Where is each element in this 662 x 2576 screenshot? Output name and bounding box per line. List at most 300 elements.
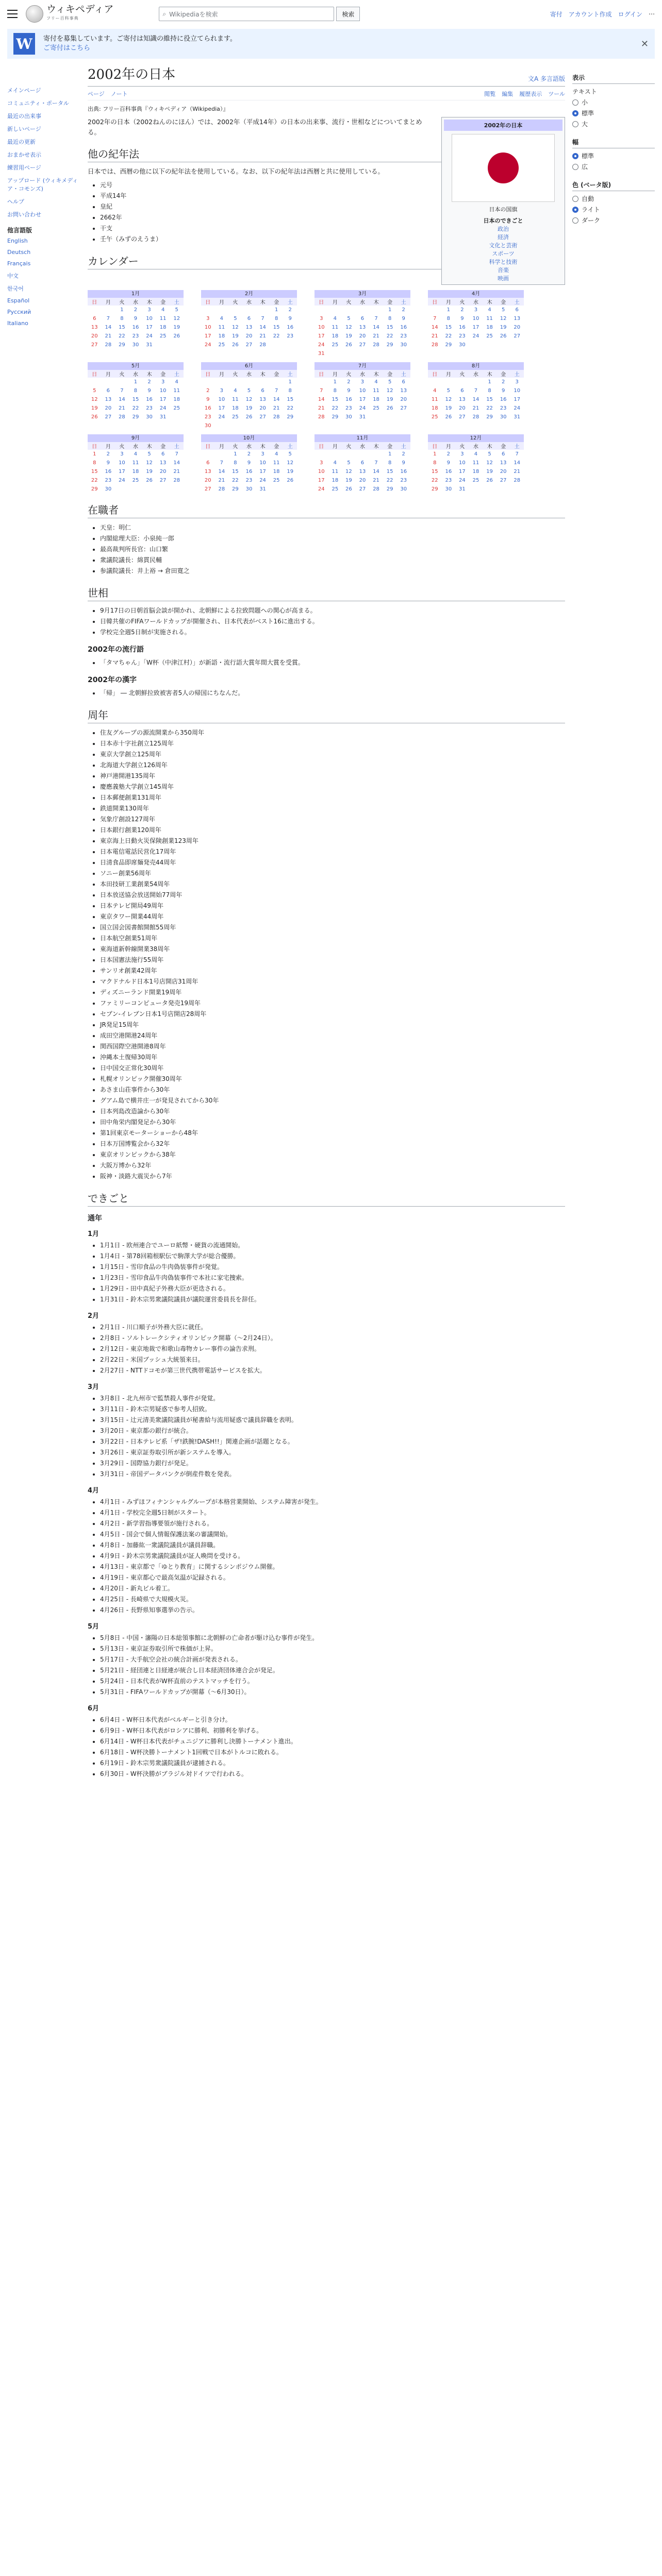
- calendar-day[interactable]: 11: [218, 325, 225, 330]
- calendar-day[interactable]: 24: [119, 478, 125, 483]
- calendar-day[interactable]: 28: [119, 414, 125, 420]
- calendar-day[interactable]: 26: [345, 486, 352, 492]
- calendar-day[interactable]: 10: [472, 316, 479, 321]
- calendar-day[interactable]: 14: [218, 469, 225, 474]
- calendar-day[interactable]: 7: [374, 460, 378, 466]
- calendar-day[interactable]: 9: [402, 460, 405, 466]
- calendar-day[interactable]: 13: [245, 325, 253, 330]
- calendar-day[interactable]: 28: [431, 342, 438, 348]
- calendar-day[interactable]: 15: [119, 325, 125, 330]
- calendar-day[interactable]: 29: [431, 486, 438, 492]
- sidebar-lang[interactable]: English: [7, 238, 28, 244]
- calendar-day[interactable]: 11: [132, 460, 139, 466]
- calendar-day[interactable]: 21: [514, 469, 521, 474]
- calendar-day[interactable]: 2: [347, 379, 351, 385]
- calendar-day[interactable]: 2: [402, 451, 405, 457]
- calendar-day[interactable]: 4: [161, 307, 165, 313]
- calendar-day[interactable]: 26: [287, 478, 294, 483]
- calendar-day[interactable]: 27: [459, 414, 466, 420]
- sidebar-item[interactable]: コミュニティ・ポータル: [7, 100, 69, 107]
- calendar-day[interactable]: 19: [245, 405, 253, 411]
- calendar-day[interactable]: 6: [93, 316, 96, 321]
- calendar-day[interactable]: 6: [261, 388, 264, 394]
- calendar-day[interactable]: 20: [359, 478, 366, 483]
- calendar-day[interactable]: 25: [159, 333, 167, 339]
- sidebar-item[interactable]: 最近の更新: [7, 139, 36, 145]
- calendar-day[interactable]: 13: [91, 325, 98, 330]
- calendar-day[interactable]: 29: [386, 486, 393, 492]
- calendar-day[interactable]: 9: [288, 316, 292, 321]
- calendar-day[interactable]: 1: [93, 451, 96, 457]
- calendar-day[interactable]: 16: [146, 397, 153, 402]
- tab-article[interactable]: ページ: [88, 91, 105, 97]
- calendar-day[interactable]: 8: [120, 316, 124, 321]
- calendar-day[interactable]: 18: [373, 397, 379, 402]
- calendar-day[interactable]: 3: [320, 316, 323, 321]
- infobox-link[interactable]: 科学と技術: [489, 259, 518, 265]
- month-title[interactable]: 9月: [88, 434, 184, 442]
- calendar-day[interactable]: 17: [318, 478, 325, 483]
- calendar-day[interactable]: 29: [232, 486, 239, 492]
- calendar-day[interactable]: 15: [386, 469, 393, 474]
- calendar-day[interactable]: 7: [474, 388, 478, 394]
- calendar-day[interactable]: 30: [132, 342, 139, 348]
- calendar-day[interactable]: 1: [433, 451, 437, 457]
- calendar-day[interactable]: 23: [105, 478, 112, 483]
- calendar-day[interactable]: 30: [204, 423, 211, 429]
- radio-text-large[interactable]: 大: [572, 120, 655, 128]
- calendar-day[interactable]: 14: [273, 397, 280, 402]
- calendar-day[interactable]: 9: [247, 460, 251, 466]
- calendar-day[interactable]: 12: [386, 388, 393, 394]
- calendar-day[interactable]: 19: [486, 469, 493, 474]
- close-icon[interactable]: ✕: [640, 38, 649, 49]
- calendar-day[interactable]: 11: [332, 325, 339, 330]
- calendar-day[interactable]: 8: [388, 316, 392, 321]
- calendar-day[interactable]: 24: [159, 405, 167, 411]
- calendar-day[interactable]: 2: [460, 307, 464, 313]
- calendar-day[interactable]: 27: [259, 414, 266, 420]
- calendar-day[interactable]: 26: [245, 414, 253, 420]
- calendar-day[interactable]: 19: [146, 469, 153, 474]
- calendar-day[interactable]: 27: [159, 478, 167, 483]
- calendar-day[interactable]: 20: [400, 397, 407, 402]
- calendar-day[interactable]: 6: [247, 316, 251, 321]
- month-title[interactable]: 4月: [428, 290, 524, 298]
- calendar-day[interactable]: 8: [333, 388, 337, 394]
- calendar-day[interactable]: 14: [373, 325, 379, 330]
- calendar-day[interactable]: 23: [500, 405, 507, 411]
- calendar-day[interactable]: 25: [332, 486, 339, 492]
- calendar-day[interactable]: 17: [318, 333, 325, 339]
- calendar-day[interactable]: 15: [332, 397, 339, 402]
- calendar-day[interactable]: 23: [287, 333, 294, 339]
- sidebar-item[interactable]: 新しいページ: [7, 126, 41, 132]
- calendar-day[interactable]: 10: [514, 388, 521, 394]
- calendar-day[interactable]: 19: [287, 469, 294, 474]
- calendar-day[interactable]: 3: [460, 451, 464, 457]
- calendar-day[interactable]: 14: [259, 325, 266, 330]
- month-title[interactable]: 8月: [428, 362, 524, 370]
- calendar-day[interactable]: 1: [388, 451, 392, 457]
- calendar-day[interactable]: 16: [345, 397, 352, 402]
- calendar-day[interactable]: 11: [373, 388, 379, 394]
- calendar-day[interactable]: 25: [218, 342, 225, 348]
- calendar-day[interactable]: 13: [500, 460, 507, 466]
- calendar-day[interactable]: 4: [274, 451, 278, 457]
- calendar-day[interactable]: 13: [359, 325, 366, 330]
- calendar-day[interactable]: 21: [218, 478, 225, 483]
- more-icon[interactable]: ⋯: [649, 10, 655, 18]
- calendar-day[interactable]: 18: [273, 469, 280, 474]
- calendar-day[interactable]: 12: [91, 397, 98, 402]
- calendar-day[interactable]: 24: [318, 342, 325, 348]
- calendar-day[interactable]: 29: [445, 342, 452, 348]
- calendar-day[interactable]: 20: [159, 469, 167, 474]
- calendar-day[interactable]: 24: [472, 333, 479, 339]
- calendar-day[interactable]: 21: [472, 405, 479, 411]
- calendar-day[interactable]: 14: [514, 460, 521, 466]
- calendar-day[interactable]: 15: [386, 325, 393, 330]
- calendar-day[interactable]: 12: [345, 325, 352, 330]
- calendar-day[interactable]: 3: [147, 307, 151, 313]
- calendar-day[interactable]: 24: [204, 342, 211, 348]
- calendar-day[interactable]: 25: [486, 333, 493, 339]
- create-account-link[interactable]: アカウント作成: [568, 10, 612, 18]
- calendar-day[interactable]: 24: [218, 414, 225, 420]
- calendar-day[interactable]: 31: [514, 414, 521, 420]
- calendar-day[interactable]: 3: [320, 460, 323, 466]
- calendar-day[interactable]: 16: [132, 325, 139, 330]
- infobox-link[interactable]: 経済: [498, 234, 509, 241]
- calendar-day[interactable]: 10: [459, 460, 466, 466]
- calendar-day[interactable]: 3: [206, 316, 210, 321]
- calendar-day[interactable]: 7: [261, 316, 264, 321]
- calendar-day[interactable]: 29: [386, 342, 393, 348]
- calendar-day[interactable]: 5: [234, 316, 237, 321]
- search-input[interactable]: ⌕ Wikipediaを検索: [159, 7, 334, 21]
- calendar-day[interactable]: 22: [232, 478, 239, 483]
- calendar-day[interactable]: 1: [234, 451, 237, 457]
- calendar-day[interactable]: 13: [204, 469, 211, 474]
- calendar-day[interactable]: 29: [119, 342, 125, 348]
- menu-icon[interactable]: [7, 10, 18, 18]
- calendar-day[interactable]: 30: [105, 486, 112, 492]
- calendar-day[interactable]: 17: [259, 469, 266, 474]
- calendar-day[interactable]: 6: [460, 388, 464, 394]
- calendar-day[interactable]: 31: [159, 414, 167, 420]
- calendar-day[interactable]: 16: [459, 325, 466, 330]
- calendar-day[interactable]: 23: [345, 405, 352, 411]
- calendar-day[interactable]: 21: [373, 478, 379, 483]
- calendar-day[interactable]: 13: [105, 397, 112, 402]
- calendar-day[interactable]: 7: [220, 460, 224, 466]
- calendar-day[interactable]: 27: [359, 486, 366, 492]
- calendar-day[interactable]: 11: [431, 397, 438, 402]
- calendar-day[interactable]: 31: [318, 351, 325, 357]
- sidebar-item[interactable]: 練習用ページ: [7, 164, 41, 171]
- calendar-day[interactable]: 26: [173, 333, 180, 339]
- calendar-day[interactable]: 19: [173, 325, 180, 330]
- calendar-day[interactable]: 15: [431, 469, 438, 474]
- sidebar-item[interactable]: おまかせ表示: [7, 151, 41, 158]
- month-title[interactable]: 2月: [201, 290, 297, 298]
- radio-color-dark[interactable]: ダーク: [572, 216, 655, 225]
- calendar-day[interactable]: 29: [132, 414, 139, 420]
- calendar-day[interactable]: 23: [459, 333, 466, 339]
- calendar-day[interactable]: 26: [146, 478, 153, 483]
- calendar-day[interactable]: 17: [146, 325, 153, 330]
- calendar-day[interactable]: 15: [232, 469, 239, 474]
- calendar-day[interactable]: 3: [261, 451, 264, 457]
- calendar-day[interactable]: 23: [132, 333, 139, 339]
- calendar-day[interactable]: 31: [259, 486, 266, 492]
- calendar-day[interactable]: 6: [106, 388, 110, 394]
- calendar-day[interactable]: 6: [402, 379, 405, 385]
- calendar-day[interactable]: 6: [515, 307, 519, 313]
- calendar-day[interactable]: 3: [161, 379, 165, 385]
- calendar-day[interactable]: 5: [501, 307, 505, 313]
- calendar-day[interactable]: 20: [245, 333, 253, 339]
- calendar-day[interactable]: 1: [446, 307, 451, 313]
- calendar-day[interactable]: 17: [159, 397, 167, 402]
- calendar-day[interactable]: 10: [318, 325, 325, 330]
- sidebar-item[interactable]: お問い合わせ: [7, 211, 41, 218]
- sidebar-lang[interactable]: Français: [7, 260, 31, 267]
- calendar-day[interactable]: 6: [161, 451, 165, 457]
- radio-text-small[interactable]: 小: [572, 98, 655, 107]
- calendar-day[interactable]: 18: [232, 405, 239, 411]
- calendar-day[interactable]: 12: [245, 397, 253, 402]
- calendar-day[interactable]: 15: [91, 469, 98, 474]
- calendar-day[interactable]: 5: [446, 388, 451, 394]
- calendar-day[interactable]: 10: [119, 460, 125, 466]
- calendar-day[interactable]: 5: [347, 460, 351, 466]
- calendar-day[interactable]: 29: [486, 414, 493, 420]
- calendar-day[interactable]: 27: [359, 342, 366, 348]
- calendar-day[interactable]: 31: [359, 414, 366, 420]
- calendar-day[interactable]: 19: [345, 333, 352, 339]
- radio-width-standard[interactable]: 標準: [572, 151, 655, 160]
- calendar-day[interactable]: 1: [120, 307, 124, 313]
- calendar-day[interactable]: 21: [318, 405, 325, 411]
- calendar-day[interactable]: 24: [259, 478, 266, 483]
- calendar-day[interactable]: 16: [445, 469, 452, 474]
- tab-read[interactable]: 閲覧: [484, 91, 496, 97]
- calendar-day[interactable]: 6: [360, 316, 365, 321]
- calendar-day[interactable]: 26: [486, 478, 493, 483]
- calendar-day[interactable]: 4: [333, 316, 337, 321]
- calendar-day[interactable]: 22: [273, 333, 280, 339]
- calendar-day[interactable]: 16: [287, 325, 294, 330]
- calendar-day[interactable]: 17: [218, 405, 225, 411]
- calendar-day[interactable]: 14: [119, 397, 125, 402]
- calendar-day[interactable]: 25: [232, 414, 239, 420]
- sidebar-item[interactable]: メインページ: [7, 87, 41, 94]
- radio-color-auto[interactable]: 自動: [572, 194, 655, 203]
- calendar-day[interactable]: 30: [146, 414, 153, 420]
- month-title[interactable]: 1月: [88, 290, 184, 298]
- calendar-day[interactable]: 4: [433, 388, 437, 394]
- calendar-day[interactable]: 15: [132, 397, 139, 402]
- calendar-day[interactable]: 18: [332, 333, 339, 339]
- calendar-day[interactable]: 24: [514, 405, 521, 411]
- calendar-day[interactable]: 2: [106, 451, 110, 457]
- calendar-day[interactable]: 8: [93, 460, 96, 466]
- month-title[interactable]: 5月: [88, 362, 184, 370]
- calendar-day[interactable]: 8: [274, 316, 278, 321]
- infobox-link[interactable]: 音楽: [498, 267, 509, 274]
- calendar-day[interactable]: 11: [232, 397, 239, 402]
- month-title[interactable]: 6月: [201, 362, 297, 370]
- calendar-day[interactable]: 22: [91, 478, 98, 483]
- calendar-day[interactable]: 1: [134, 379, 138, 385]
- calendar-day[interactable]: 29: [91, 486, 98, 492]
- calendar-day[interactable]: 3: [120, 451, 124, 457]
- calendar-day[interactable]: 22: [386, 478, 393, 483]
- calendar-day[interactable]: 21: [119, 405, 125, 411]
- calendar-day[interactable]: 9: [446, 460, 451, 466]
- calendar-day[interactable]: 29: [287, 414, 294, 420]
- calendar-day[interactable]: 22: [486, 405, 493, 411]
- calendar-day[interactable]: 22: [431, 478, 438, 483]
- calendar-day[interactable]: 23: [204, 414, 211, 420]
- calendar-day[interactable]: 19: [345, 478, 352, 483]
- infobox-link[interactable]: 文化と芸術: [489, 242, 518, 249]
- calendar-day[interactable]: 21: [173, 469, 180, 474]
- calendar-day[interactable]: 30: [400, 342, 407, 348]
- calendar-day[interactable]: 5: [247, 388, 251, 394]
- calendar-day[interactable]: 17: [359, 397, 366, 402]
- month-title[interactable]: 7月: [315, 362, 410, 370]
- calendar-day[interactable]: 17: [514, 397, 521, 402]
- sidebar-item[interactable]: ヘルプ: [7, 198, 24, 205]
- calendar-day[interactable]: 14: [373, 469, 379, 474]
- calendar-day[interactable]: 9: [402, 316, 405, 321]
- calendar-day[interactable]: 27: [245, 342, 253, 348]
- calendar-day[interactable]: 9: [147, 388, 151, 394]
- calendar-day[interactable]: 28: [105, 342, 112, 348]
- calendar-day[interactable]: 8: [134, 388, 138, 394]
- calendar-day[interactable]: 27: [204, 486, 211, 492]
- calendar-day[interactable]: 28: [273, 414, 280, 420]
- calendar-day[interactable]: 2: [501, 379, 505, 385]
- calendar-day[interactable]: 12: [445, 397, 452, 402]
- calendar-day[interactable]: 30: [345, 414, 352, 420]
- calendar-day[interactable]: 23: [146, 405, 153, 411]
- calendar-day[interactable]: 11: [159, 316, 167, 321]
- calendar-day[interactable]: 23: [400, 478, 407, 483]
- calendar-day[interactable]: 5: [388, 379, 392, 385]
- calendar-day[interactable]: 26: [445, 414, 452, 420]
- calendar-day[interactable]: 16: [105, 469, 112, 474]
- calendar-day[interactable]: 1: [333, 379, 337, 385]
- calendar-day[interactable]: 4: [333, 460, 337, 466]
- calendar-day[interactable]: 19: [500, 325, 507, 330]
- calendar-day[interactable]: 1: [488, 379, 491, 385]
- calendar-day[interactable]: 3: [474, 307, 478, 313]
- calendar-day[interactable]: 7: [515, 451, 519, 457]
- calendar-day[interactable]: 28: [218, 486, 225, 492]
- calendar-day[interactable]: 2: [247, 451, 251, 457]
- calendar-day[interactable]: 8: [446, 316, 451, 321]
- calendar-day[interactable]: 23: [445, 478, 452, 483]
- calendar-day[interactable]: 1: [274, 307, 278, 313]
- banner-link[interactable]: ご寄付はこちら: [43, 44, 91, 52]
- calendar-day[interactable]: 4: [175, 379, 178, 385]
- calendar-day[interactable]: 20: [514, 325, 521, 330]
- calendar-day[interactable]: 18: [132, 469, 139, 474]
- calendar-day[interactable]: 12: [500, 316, 507, 321]
- calendar-day[interactable]: 30: [459, 342, 466, 348]
- calendar-day[interactable]: 23: [400, 333, 407, 339]
- calendar-day[interactable]: 16: [204, 405, 211, 411]
- calendar-day[interactable]: 18: [173, 397, 180, 402]
- calendar-day[interactable]: 25: [472, 478, 479, 483]
- calendar-day[interactable]: 8: [488, 388, 491, 394]
- calendar-day[interactable]: 11: [173, 388, 180, 394]
- calendar-day[interactable]: 19: [386, 397, 393, 402]
- calendar-day[interactable]: 11: [486, 316, 493, 321]
- calendar-day[interactable]: 7: [120, 388, 124, 394]
- calendar-day[interactable]: 5: [93, 388, 96, 394]
- calendar-day[interactable]: 15: [486, 397, 493, 402]
- calendar-day[interactable]: 12: [345, 469, 352, 474]
- calendar-day[interactable]: 11: [472, 460, 479, 466]
- calendar-day[interactable]: 28: [318, 414, 325, 420]
- calendar-day[interactable]: 29: [332, 414, 339, 420]
- radio-text-standard[interactable]: 標準: [572, 109, 655, 117]
- radio-width-wide[interactable]: 広: [572, 162, 655, 171]
- calendar-day[interactable]: 7: [320, 388, 323, 394]
- calendar-day[interactable]: 9: [501, 388, 505, 394]
- calendar-day[interactable]: 21: [105, 333, 112, 339]
- calendar-day[interactable]: 28: [472, 414, 479, 420]
- calendar-day[interactable]: 25: [332, 342, 339, 348]
- calendar-day[interactable]: 30: [400, 486, 407, 492]
- calendar-day[interactable]: 14: [105, 325, 112, 330]
- calendar-day[interactable]: 5: [488, 451, 491, 457]
- calendar-day[interactable]: 18: [472, 469, 479, 474]
- calendar-day[interactable]: 11: [273, 460, 280, 466]
- calendar-day[interactable]: 14: [173, 460, 180, 466]
- calendar-day[interactable]: 2: [288, 307, 292, 313]
- calendar-day[interactable]: 9: [134, 316, 138, 321]
- calendar-day[interactable]: 21: [273, 405, 280, 411]
- calendar-day[interactable]: 1: [388, 307, 392, 313]
- calendar-day[interactable]: 20: [500, 469, 507, 474]
- sidebar-lang[interactable]: 中文: [7, 273, 19, 279]
- calendar-day[interactable]: 19: [232, 333, 239, 339]
- calendar-day[interactable]: 10: [146, 316, 153, 321]
- calendar-day[interactable]: 18: [159, 325, 167, 330]
- calendar-day[interactable]: 16: [500, 397, 507, 402]
- calendar-day[interactable]: 22: [287, 405, 294, 411]
- calendar-day[interactable]: 18: [218, 333, 225, 339]
- calendar-day[interactable]: 13: [159, 460, 167, 466]
- calendar-day[interactable]: 3: [360, 379, 365, 385]
- calendar-day[interactable]: 22: [445, 333, 452, 339]
- calendar-day[interactable]: 27: [91, 342, 98, 348]
- calendar-day[interactable]: 27: [500, 478, 507, 483]
- calendar-day[interactable]: 30: [500, 414, 507, 420]
- calendar-day[interactable]: 4: [134, 451, 138, 457]
- calendar-day[interactable]: 22: [132, 405, 139, 411]
- calendar-day[interactable]: 17: [204, 333, 211, 339]
- calendar-day[interactable]: 2: [134, 307, 138, 313]
- calendar-day[interactable]: 26: [91, 414, 98, 420]
- calendar-day[interactable]: 20: [91, 333, 98, 339]
